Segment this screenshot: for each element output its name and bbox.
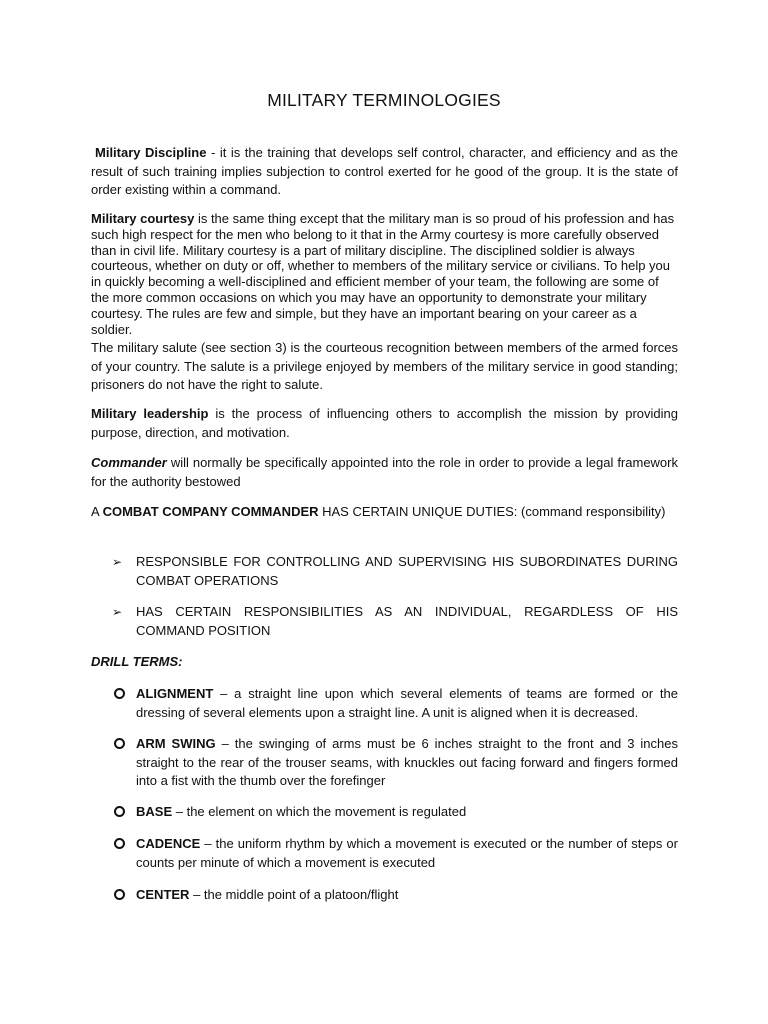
courtesy-paragraph bbox=[91, 211, 678, 337]
drill-term-text: – the swinging of arms must be 6 inches straight to the front and 3 inches straight to the rear of the trouser seams, with knuckles out facing forward and fingers formed into a fist with the thumb over the forefinger bbox=[136, 736, 678, 788]
drill-term-arm-swing bbox=[112, 735, 678, 791]
duties-list bbox=[112, 553, 678, 590]
commander-text: will normally be specifically appointed into the role in order to provide a legal framework for the authority bestowed bbox=[91, 455, 678, 489]
duties-list-2 bbox=[112, 603, 678, 640]
drill-term-text: – the uniform rhythm by which a movement is executed or the number of steps or counts per minute of which a movement is executed bbox=[136, 836, 678, 870]
duty-text: RESPONSIBLE FOR CONTROLLING AND SUPERVISING HIS SUBORDINATES DURING COMBAT OPERATIONS bbox=[136, 554, 678, 588]
combat-prefix: A bbox=[91, 504, 103, 519]
page-title: MILITARY TERMINOLOGIES bbox=[267, 90, 501, 110]
combat-text: HAS CERTAIN UNIQUE DUTIES: (command responsibility) bbox=[318, 504, 666, 519]
list-item bbox=[112, 685, 678, 722]
drill-term-cadence bbox=[112, 835, 678, 872]
courtesy-term: Military courtesy bbox=[91, 211, 195, 226]
circle-bullet-icon bbox=[114, 738, 125, 749]
drill-terms-heading: DRILL TERMS: bbox=[91, 654, 183, 669]
list-item bbox=[112, 735, 678, 791]
discipline-term: Military Discipline bbox=[95, 145, 207, 160]
circle-bullet-icon bbox=[114, 838, 125, 849]
drill-term-text: – a straight line upon which several elements of teams are formed or the dressing of several elements upon a straight line. A unit is aligned when it is decreased. bbox=[136, 686, 678, 720]
salute-paragraph: The military salute (see section 3) is the courteous recognition between members of the armed forces of your country. The salute is a privilege enjoyed by members of the military service in good standing; prisoners do not have the right to salute. bbox=[91, 340, 678, 392]
commander-term: Commander bbox=[91, 455, 167, 470]
circle-bullet-icon bbox=[114, 688, 125, 699]
drill-term-text: – the middle point of a platoon/flight bbox=[189, 887, 399, 902]
drill-term-name: ARM SWING bbox=[136, 736, 216, 751]
duty-text: HAS CERTAIN RESPONSIBILITIES AS AN INDIVIDUAL, REGARDLESS OF HIS COMMAND POSITION bbox=[136, 604, 678, 638]
leadership-paragraph bbox=[91, 405, 678, 442]
discipline-paragraph bbox=[91, 144, 678, 200]
circle-bullet-icon bbox=[114, 889, 125, 900]
list-item bbox=[112, 553, 678, 590]
circle-bullet-icon bbox=[114, 806, 125, 817]
drill-term-name: CENTER bbox=[136, 887, 190, 902]
drill-term-name: CADENCE bbox=[136, 836, 201, 851]
commander-paragraph bbox=[91, 454, 678, 491]
list-item bbox=[112, 603, 678, 640]
arrow-bullet-icon: ➢ bbox=[112, 605, 123, 619]
drill-term-center bbox=[112, 886, 678, 905]
drill-term-base bbox=[112, 803, 678, 822]
combat-commander-paragraph bbox=[91, 503, 678, 522]
list-item bbox=[112, 803, 678, 822]
discipline-text: - it is the training that develops self control, character, and efficiency and as the result of such training implies subjection to control exerted for he good of the group. It is the state of order existing within a command. bbox=[91, 145, 678, 197]
drill-term-alignment bbox=[112, 685, 678, 722]
arrow-bullet-icon: ➢ bbox=[112, 555, 123, 569]
courtesy-text: is the same thing except that the military man is so proud of his profession and has such high respect for the men who belong to it that in the Army courtesy is more carefully observed than in civil life. Military courtesy is a part of military discipline. The disciplined soldier is always courteous, whether on duty or off, whether to members of the military service or civilians. To help you in quickly becoming a well-disciplined and efficient member of your team, the following are some of the more common occasions on which you may have an opportunity to demonstrate your military courtesy. The rules are few and simple, but they have an important bearing on your career as a soldier. bbox=[91, 211, 675, 337]
list-item bbox=[112, 886, 678, 905]
leadership-term: Military leadership bbox=[91, 406, 209, 421]
drill-term-name: ALIGNMENT bbox=[136, 686, 214, 701]
combat-term: COMBAT COMPANY COMMANDER bbox=[102, 504, 319, 519]
list-item bbox=[112, 835, 678, 872]
drill-term-text: – the element on which the movement is regulated bbox=[172, 804, 467, 819]
leadership-text: is the process of influencing others to accomplish the mission by providing purpose, direction, and motivation. bbox=[91, 406, 678, 440]
drill-term-name: BASE bbox=[136, 804, 173, 819]
